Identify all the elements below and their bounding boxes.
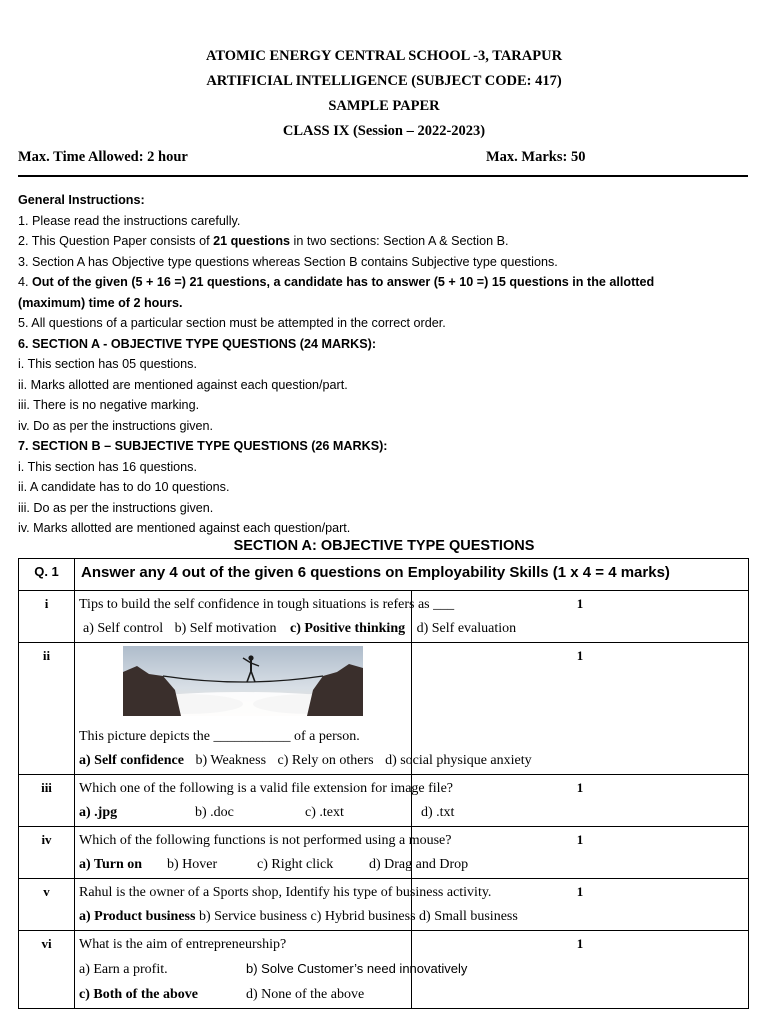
option-b: b) Service business [198, 909, 308, 924]
q1-instruction: Answer any 4 out of the given 6 questions on Employability Skills (1 x 4 = 4 marks) [75, 559, 749, 591]
question-body [75, 591, 517, 643]
instructions-title: General Instructions: [18, 193, 145, 207]
option-c-answer: c) Both of the above [79, 987, 198, 1002]
instruction-3: 3. Section A has Objective type questions whereas Section B contains Subjective type questions. [18, 254, 558, 269]
question-body [75, 775, 455, 827]
instruction-6-ii: ii. Marks allotted are mentioned against each question/part. [18, 377, 348, 392]
question-row-ii [19, 643, 749, 775]
option-b: b) Weakness [195, 753, 267, 768]
header-divider [18, 175, 748, 177]
instruction-4 [18, 272, 748, 293]
question-row-vi [19, 931, 749, 1009]
instruction-4-cont: (maximum) time of 2 hours. [18, 295, 183, 310]
question-mark: 1 [412, 827, 749, 879]
instruction-2-pre: 2. This Question Paper consists of [18, 234, 214, 248]
question-text: Rahul is the owner of a Sports shop, Identify his type of business activity. [79, 885, 492, 900]
question-mark: 1 [412, 879, 749, 931]
instruction-1: 1. Please read the instructions carefully. [18, 213, 241, 228]
option-d: d) Self evaluation [416, 621, 517, 636]
option-b: b) Self motivation [174, 621, 277, 636]
question-mark: 1 [412, 591, 749, 643]
school-name: ATOMIC ENERGY CENTRAL SCHOOL -3, TARAPUR [205, 48, 563, 64]
question-text: Tips to build the self confidence in tough situations is refers as ___ [79, 597, 455, 612]
option-d: d) Small business [419, 909, 518, 924]
option-c: c) Right click [257, 857, 334, 872]
question-number: i [19, 591, 75, 643]
option-d: d) Drag and Drop [369, 857, 469, 872]
question-options-row-2 [79, 982, 407, 1008]
question-row-iv [19, 827, 749, 879]
question-number: v [19, 879, 75, 931]
instruction-6-i: i. This section has 05 questions. [18, 357, 197, 371]
max-marks: Max. Marks: 50 [486, 149, 586, 165]
question-number: ii [19, 643, 75, 775]
question-mark: 1 [412, 931, 749, 1009]
section-a-title: SECTION A: OBJECTIVE TYPE QUESTIONS [233, 538, 535, 554]
option-c: c) Rely on others [277, 753, 374, 768]
instruction-2-bold: 21 questions [213, 234, 291, 248]
option-b: b) Hover [167, 857, 218, 872]
question-number: iv [19, 827, 75, 879]
option-d: d) social physique anxiety [385, 753, 532, 768]
general-instructions [18, 190, 748, 539]
max-time: Max. Time Allowed: 2 hour [18, 149, 188, 165]
instruction-7-iv: iv. Marks allotted are mentioned against each question/part. [18, 521, 351, 535]
question-body [75, 879, 518, 931]
question-mark: 1 [412, 775, 749, 827]
instruction-7-ii: ii. A candidate has to do 10 questions. [18, 480, 230, 494]
instruction-6-iv: iv. Do as per the instructions given. [18, 418, 214, 433]
question-text: Which one of the following is a valid file extension for image file? [79, 781, 453, 796]
option-a-answer: a) Turn on [79, 857, 143, 872]
option-a-answer: a) Product business [79, 909, 196, 924]
instruction-7-i: i. This section has 16 questions. [18, 459, 197, 474]
option-c: c) Hybrid business [310, 909, 416, 924]
option-c-answer: c) Positive thinking [289, 621, 406, 636]
question-number: vi [19, 931, 75, 1009]
question-options [79, 748, 532, 774]
question-row-iii [19, 775, 749, 827]
subject-title: ARTIFICIAL INTELLIGENCE (SUBJECT CODE: 417) [206, 73, 562, 89]
q1-number: Q. 1 [19, 559, 75, 591]
option-c: c) .text [305, 805, 344, 820]
question-options-row-1 [79, 956, 468, 982]
tightrope-walker-image [123, 646, 363, 716]
option-b: b) .doc [195, 805, 234, 820]
question-body [75, 643, 532, 775]
class-session: CLASS IX (Session – 2022-2023) [282, 123, 486, 139]
instruction-6-iii: iii. There is no negative marking. [18, 398, 200, 412]
question-options [79, 800, 455, 826]
question-row-i [19, 591, 749, 643]
instruction-7-iii: iii. Do as per the instructions given. [18, 500, 214, 515]
option-a: a) Self control [83, 621, 164, 636]
question-options [79, 616, 517, 642]
instruction-5: 5. All questions of a particular section must be attempted in the correct order. [18, 316, 446, 330]
question-text: What is the aim of entrepreneurship? [79, 937, 287, 952]
question-options [79, 904, 518, 930]
instruction-2-post: in two sections: Section A & Section B. [290, 234, 509, 248]
option-a-answer: a) Self confidence [79, 753, 184, 768]
question-text: Which of the following functions is not performed using a mouse? [79, 833, 452, 848]
instruction-7: 7. SECTION B – SUBJECTIVE TYPE QUESTIONS (26 MARKS): [18, 439, 388, 453]
question-mark: 1 [412, 643, 749, 775]
instruction-2 [18, 231, 748, 252]
instruction-6: 6. SECTION A - OBJECTIVE TYPE QUESTIONS (24 MARKS): [18, 336, 377, 351]
question-text: This picture depicts the ___________ of a person. [79, 729, 360, 744]
instruction-4-bold: Out of the given (5 + 16 =) 21 questions, a candidate has to answer (5 + 10 =) 15 questions in the allotted [32, 275, 655, 289]
question-number: iii [19, 775, 75, 827]
option-d: d) None of the above [246, 987, 365, 1002]
option-d: d) .txt [421, 805, 455, 820]
question-options [79, 852, 469, 878]
q1-header-row [19, 559, 749, 591]
question-row-v [19, 879, 749, 931]
option-a: a) Earn a profit. [79, 962, 168, 977]
question-table [18, 558, 749, 1009]
option-a-answer: a) .jpg [79, 805, 118, 820]
question-body [75, 827, 469, 879]
instruction-4-num: 4. [18, 275, 33, 289]
paper-type: SAMPLE PAPER [328, 98, 440, 114]
option-b: b) Solve Customer’s need innovatively [246, 961, 468, 976]
question-body [75, 931, 468, 1009]
